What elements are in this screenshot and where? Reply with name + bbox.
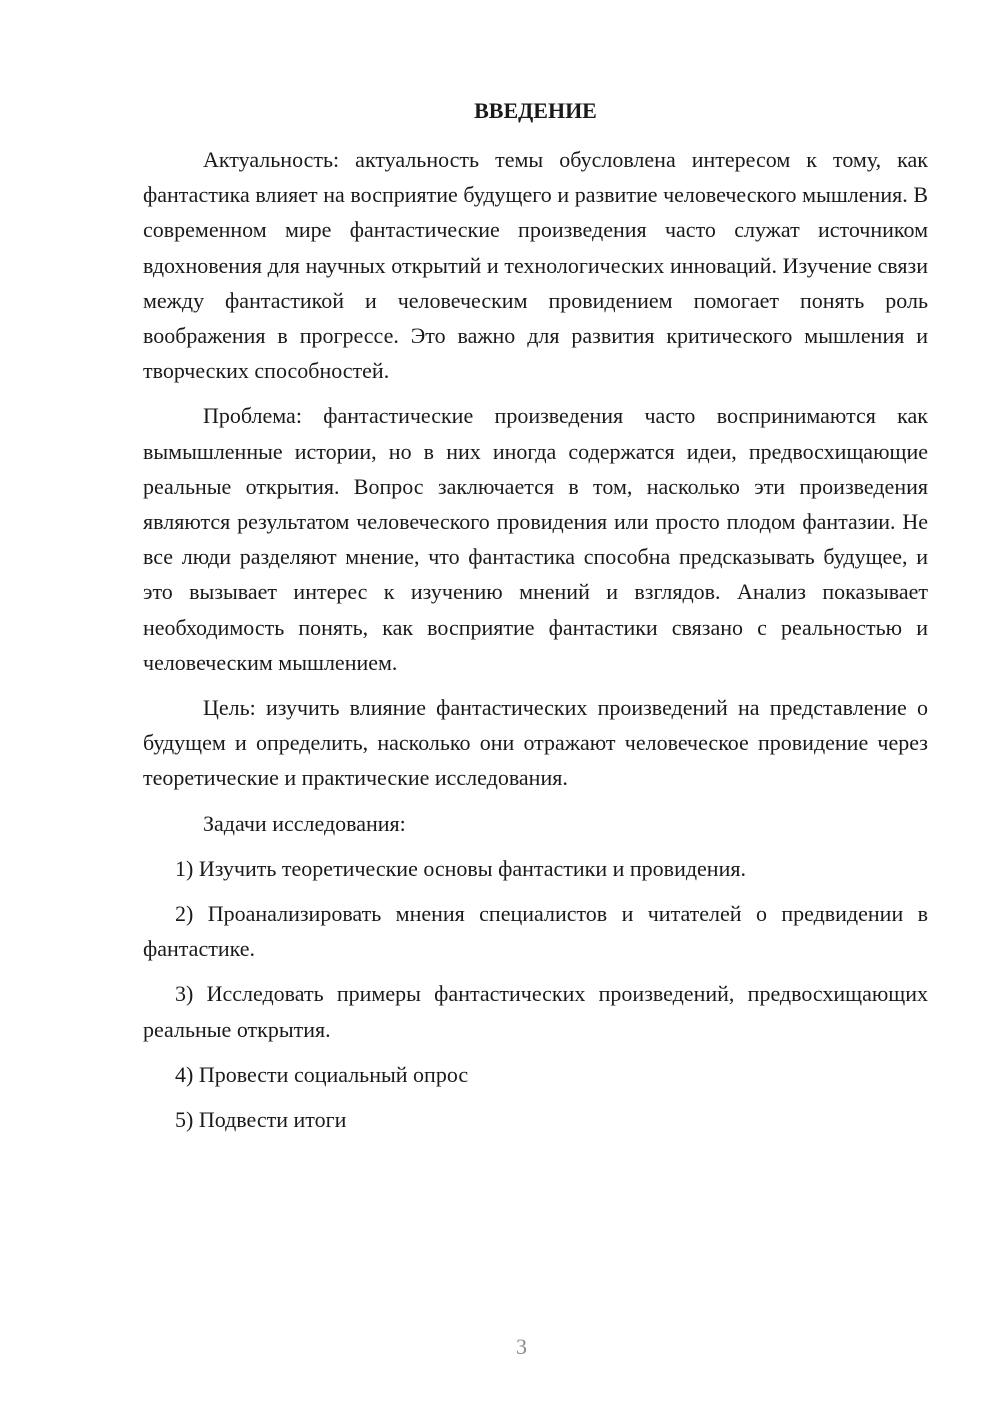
document-page <box>143 0 928 1414</box>
task-item: 1) Изучить теоретические основы фантастики и провидения. <box>175 855 746 881</box>
page-title: ВВЕДЕНИЕ <box>474 98 597 123</box>
task-item: 4) Провести социальный опрос <box>175 1061 469 1087</box>
task-item: 3) Исследовать примеры фантастических произведений, предвосхищающих реальные открытия. <box>143 981 928 1042</box>
relevance-paragraph: Актуальность: актуальность темы обусловлена интересом к тому, как фантастика влияет на восприятие будущего и развитие человеческого мышления. В современном мире фантастические произведения часто служат источником вдохновения для научных открытий и технологических инноваций. Изучение связи между фантастикой и человеческим провидением помогает понять роль воображения в прогрессе. Это важно для развития критического мышления и творческих способностей. <box>143 147 928 384</box>
tasks-heading: Задачи исследования: <box>203 810 406 836</box>
document-body <box>143 142 928 1137</box>
problem-paragraph: Проблема: фантастические произведения часто воспринимаются как вымышленные истории, но в них иногда содержатся идеи, предвосхищающие реальные открытия. Вопрос заключается в том, насколько эти произведения являются результатом человеческого провидения или просто плодом фантазии. Не все люди разделяют мнение, что фантастика способна предсказывать будущее, и это вызывает интерес к изучению мнений и взглядов. Анализ показывает необходимость понять, как восприятие фантастики связано с реальностью и человеческим мышлением. <box>143 403 928 675</box>
task-item: 5) Подвести итоги <box>175 1107 347 1133</box>
page-number: 3 <box>516 1334 527 1359</box>
goal-paragraph: Цель: изучить влияние фантастических произведений на представление о будущем и определить, насколько они отражают человеческое провидение через теоретические и практические исследования. <box>143 695 928 791</box>
task-item: 2) Проанализировать мнения специалистов и читателей о предвидении в фантастике. <box>143 901 928 962</box>
